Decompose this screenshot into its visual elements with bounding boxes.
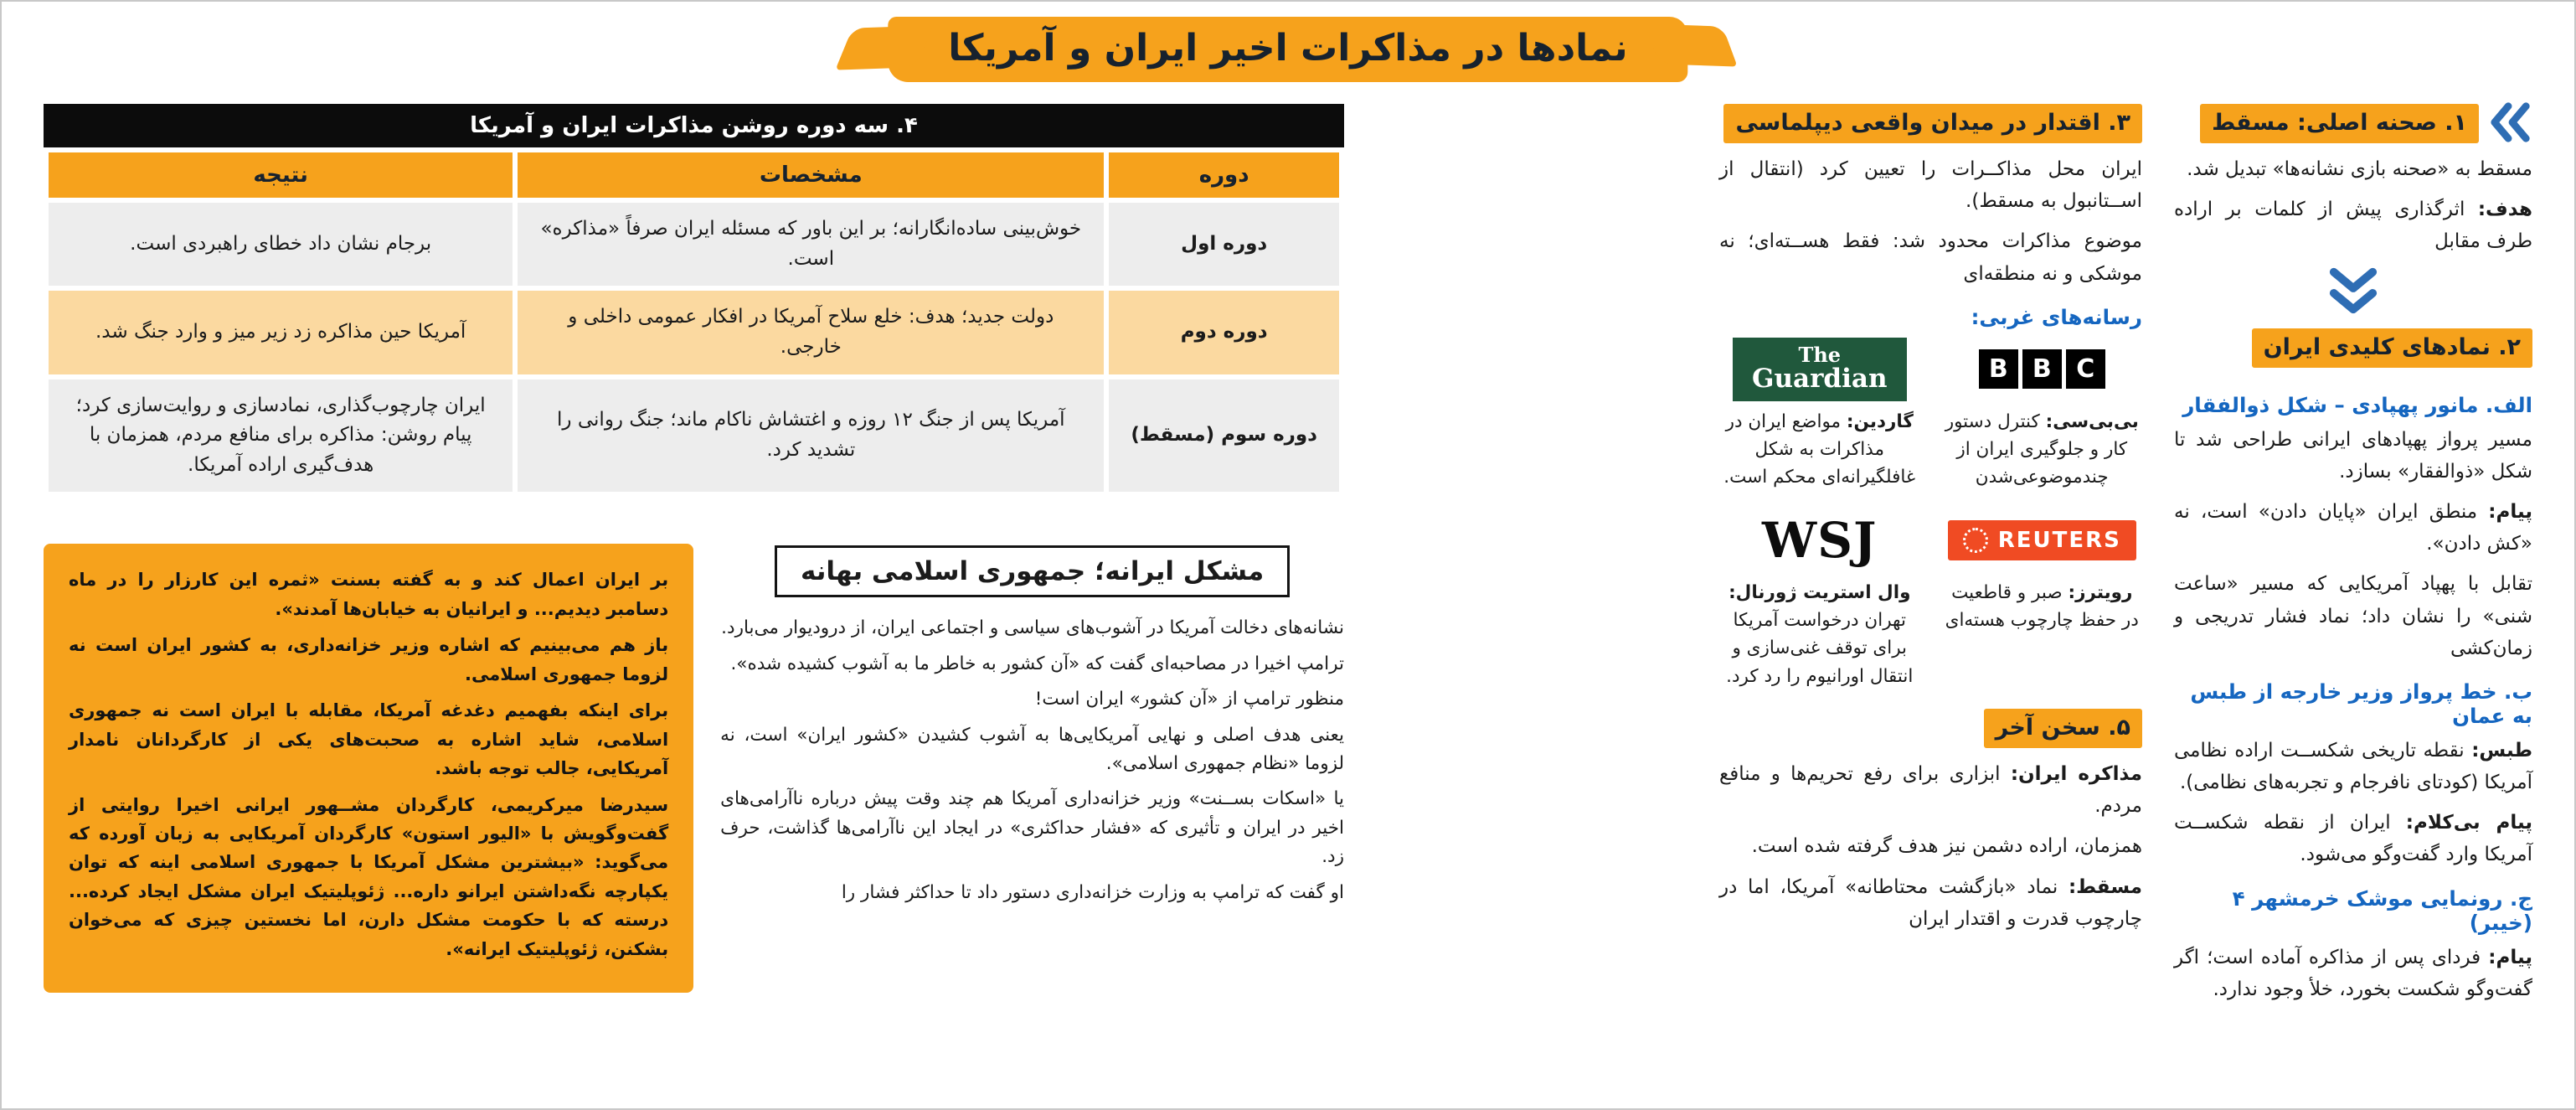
table-header-row xyxy=(49,152,1339,198)
reuters-caption: رویترز: صبر و قاطعیت در حفظ چارچوب هسته‌ای xyxy=(1945,581,2139,632)
media-stack-bbc-reuters xyxy=(1942,339,2143,709)
column-header-result: نتیجه xyxy=(49,152,513,198)
media-grid xyxy=(1719,339,2142,709)
commentary-paragraph: برای اینکه بفهمیم دغدغه آمریکا، مقابله با ایران است نه جمهوری اسلامی، شاید اشاره به صحبت‌های یکی از کارگردانان نامدار آمریکایی، جالب توجه باشد. xyxy=(69,700,669,779)
section-5-paragraph: مذاکره ایران: ابزاری برای رفع تحریم‌ها و منافع مردم. xyxy=(1719,763,2143,818)
table-title: ۴. سه دوره روشن مذاکرات ایران و آمریکا xyxy=(44,104,1344,147)
subsection-c-title: ج. رونمایی موشک خرمشهر ۴ (خیبر) xyxy=(2232,885,2532,935)
guardian-caption: گاردین: مواضع ایران در مذاکرات به شکل غافلگیرانه‌ای محکم است. xyxy=(1723,410,1916,488)
commentary-paragraph: سیدرضا میرکریمی، کارگردان مشــهور ایرانی اخیرا روایتی از گفت‌وگویش با «الیور استون» کارگردان آمریکایی به زبان آورده که می‌گوید: «بیشترین مشکل آمریکا با جمهوری اسلامی اینه که توان یکپارچه نگه‌داشتن ایرانو داره... ژئوپلیتیک ایران مشکل ایجاد کرده... درسته که با حکومت مشکل دارن، اما نخستین چیزی که می‌خوان بشکنن، ژئوپلیتیک ایرانه». xyxy=(69,794,669,959)
subsection-a-paragraph: پیام: منطق ایران «پایان دادن» است، نه «کش دادن». xyxy=(2174,501,2532,555)
commentary-paragraph: ترامپ اخیرا در مصاحبه‌ای گفت که «آن کشور به خاطر ما به آشوب کشیده شده». xyxy=(730,653,1344,674)
title-banner xyxy=(888,17,1687,82)
section-3-paragraph: موضوع مذاکرات محدود شد: فقط هســته‌ای؛ نه موشکی و نه منطقه‌ای xyxy=(1719,230,2142,285)
section-3-title: ۳. اقتدار در میدان واقعی دیپلماسی xyxy=(1723,104,2142,143)
commentary-paragraph: او گفت که ترامپ به وزارت خزانه‌داری دستور داد تا حداکثر فشار را xyxy=(841,881,1344,903)
period-cell: دوره اول xyxy=(1109,203,1339,286)
characteristics-cell: آمریکا پس از جنگ ۱۲ روزه و اغتشاش ناکام ماند؛ جنگ روانی را تشدید کرد. xyxy=(518,379,1104,493)
subsection-b-paragraph: طبس: نقطه تاریخی شکســت اراده نظامی آمریکا (کودتای نافرجام و تجربه‌های نظامی). xyxy=(2174,739,2532,794)
commentary-row xyxy=(44,544,1344,993)
lead-label: مذاکره ایران: xyxy=(2010,763,2143,786)
commentary-paragraph: باز هم می‌بینیم که اشاره وزیر خزانه‌داری، به کشور ایران است نه لزوما جمهوری اسلامی. xyxy=(69,635,669,684)
page-title: نمادها در مذاکرات اخیر ایران و آمریکا xyxy=(948,27,1628,70)
lead-label: هدف: xyxy=(2477,199,2533,221)
column-key-symbols xyxy=(2174,104,2532,1085)
commentary-paragraph: نشانه‌های دخالت آمریکا در آشوب‌های سیاسی و اجتماعی ایران، از درودیوار می‌بارد. xyxy=(721,617,1344,639)
subsection-a-paragraph: مسیر پرواز پهپادهای ایرانی طراحی شد تا شکل «ذوالفقار» بسازد. xyxy=(2174,428,2532,483)
subsection-b-title: ب. خط پرواز وزیر خارجه از طبس به عمان xyxy=(2190,679,2532,728)
wsj-caption: وال استریت ژورنال: تهران درخواست آمریکا برای توقف غنی‌سازی و انتقال اورانیوم را رد کرد. xyxy=(1726,581,1914,687)
lead-label: پیام: xyxy=(2488,501,2532,524)
western-media-label: رسانه‌های غربی: xyxy=(1971,304,2142,329)
characteristics-cell: خوش‌بینی ساده‌انگارانه؛ بر این باور که مسئله ایران صرفاً «مذاکره» است. xyxy=(518,203,1104,286)
section-1-title: ۱. صحنه اصلی: مسقط xyxy=(2200,104,2479,143)
section-5-paragraph: مسقط: نماد «بازگشت محتاطانه» آمریکا، اما در چارچوب قدرت و اقتدار ایران xyxy=(1719,875,2142,930)
subsection-a-title: الف. مانور پهپادی – شکل ذوالفقار xyxy=(2182,392,2532,417)
lead-label: پیام بی‌کلام: xyxy=(2405,812,2532,834)
table-row xyxy=(49,379,1339,493)
result-cell: ایران چارچوب‌گذاری، نمادسازی و روایت‌سازی کرد؛ پیام روشن: مذاکره برای منافع مردم، همزمان با هدف‌گیری اراده آمریکا. xyxy=(49,379,513,493)
section-1-paragraph: هدف: اثرگذاری پیش از کلمات بر اراده طرف مقابل xyxy=(2174,199,2533,253)
content-area xyxy=(44,104,2532,1085)
media-stack-guardian-wsj xyxy=(1719,339,1920,709)
commentary-orange-box xyxy=(44,544,693,993)
reuters-logo: REUTERS xyxy=(1948,520,2136,560)
result-cell: آمریکا حین مذاکره زد زیر میز و وارد جنگ شد. xyxy=(49,291,513,374)
period-cell: دوره سوم (مسقط) xyxy=(1109,379,1339,493)
section-2-title: ۲. نمادهای کلیدی ایران xyxy=(2252,328,2532,368)
section-2 xyxy=(2174,328,2532,1005)
reuters-dotted-circle-icon xyxy=(1963,528,1988,553)
bbc-caption: بی‌بی‌سی: کنترل دستور کار و جلوگیری ایران از چندموضوعی‌شدن xyxy=(1945,410,2139,488)
commentary-paragraph: بر ایران اعمال کند و به گفته بسنت «ثمره این کارزار را در ماه دسامبر دیدیم... و ایرانیان به خیابان‌ها آمدند». xyxy=(69,570,669,619)
result-cell: برجام نشان داد خطای راهبردی است. xyxy=(49,203,513,286)
commentary-paragraph: یا «اسکات بســنت» وزیر خزانه‌داری آمریکا هم چند وقت پیش درباره ناآرامی‌های اخیر در ایران و تأثیری که «فشار حداکثری» در ایجاد این ناآرامی‌ها گذاشت، حرف زد. xyxy=(720,788,1344,868)
bbc-logo: B B C xyxy=(1979,349,2105,389)
section-1-paragraph: مسقط به «صحنه بازی نشانه‌ها» تبدیل شد. xyxy=(2187,158,2532,181)
subsection-c-paragraph: پیام: فردای پس از مذاکره آماده است؛ اگر گفت‌وگو شکست بخورد، خلأ وجود ندارد. xyxy=(2174,946,2533,1000)
column-table-and-commentary xyxy=(44,104,1344,1085)
double-guillemet-icon xyxy=(2489,101,2532,147)
lead-label: پیام: xyxy=(2488,946,2533,968)
table-row xyxy=(49,291,1339,374)
commentary-paragraph: منظور ترامپ از «آن کشور» ایران است! xyxy=(1034,689,1344,710)
commentary-paragraph: یعنی هدف اصلی و نهایی آمریکایی‌ها به آشوب کشیدن «کشور ایران» است، نه لزوما «نظام جمهوری اسلامی». xyxy=(720,724,1344,775)
commentary-title: مشکل ایرانه؛ جمهوری اسلامی بهانه xyxy=(775,545,1290,597)
subsection-b-paragraph: پیام بی‌کلام: ایران از نقطه شکســت آمریکا وارد گفت‌وگو می‌شود. xyxy=(2174,812,2532,866)
column-header-characteristics: مشخصات xyxy=(518,152,1104,198)
guardian-logo: The Guardian xyxy=(1733,338,1907,401)
double-chevron-down-icon xyxy=(2174,266,2532,318)
section-1-header-row xyxy=(2174,104,2532,153)
section-5-paragraph: همزمان، اراده دشمن نیز هدف گرفته شده است. xyxy=(1751,835,2142,858)
column-diplomacy xyxy=(1719,104,2142,1085)
section-5-title: ۵. سخن آخر xyxy=(1984,709,2142,748)
negotiation-periods-table xyxy=(44,104,1344,497)
section-3-paragraph: ایران محل مذاکــرات را تعیین کرد (انتقال از اســتانبول به مسقط). xyxy=(1719,158,2142,213)
wsj-logo: WSJ xyxy=(1762,511,1878,569)
subsection-a-paragraph: تقابل با پهپاد آمریکایی که مسیر «ساعت شنی» را نشان داد؛ نماد فشار تدریجی و زمان‌کشی xyxy=(2174,573,2532,659)
lead-label: طبس: xyxy=(2471,739,2532,762)
lead-label: مسقط: xyxy=(2068,875,2142,898)
period-cell: دوره دوم xyxy=(1109,291,1339,374)
table-row xyxy=(49,203,1339,286)
characteristics-cell: دولت جدید؛ هدف: خلع سلاح آمریکا در افکار عمومی داخلی و خارجی. xyxy=(518,291,1104,374)
commentary-white-box xyxy=(720,544,1344,993)
column-header-period: دوره xyxy=(1109,152,1339,198)
periods-table xyxy=(44,147,1344,497)
